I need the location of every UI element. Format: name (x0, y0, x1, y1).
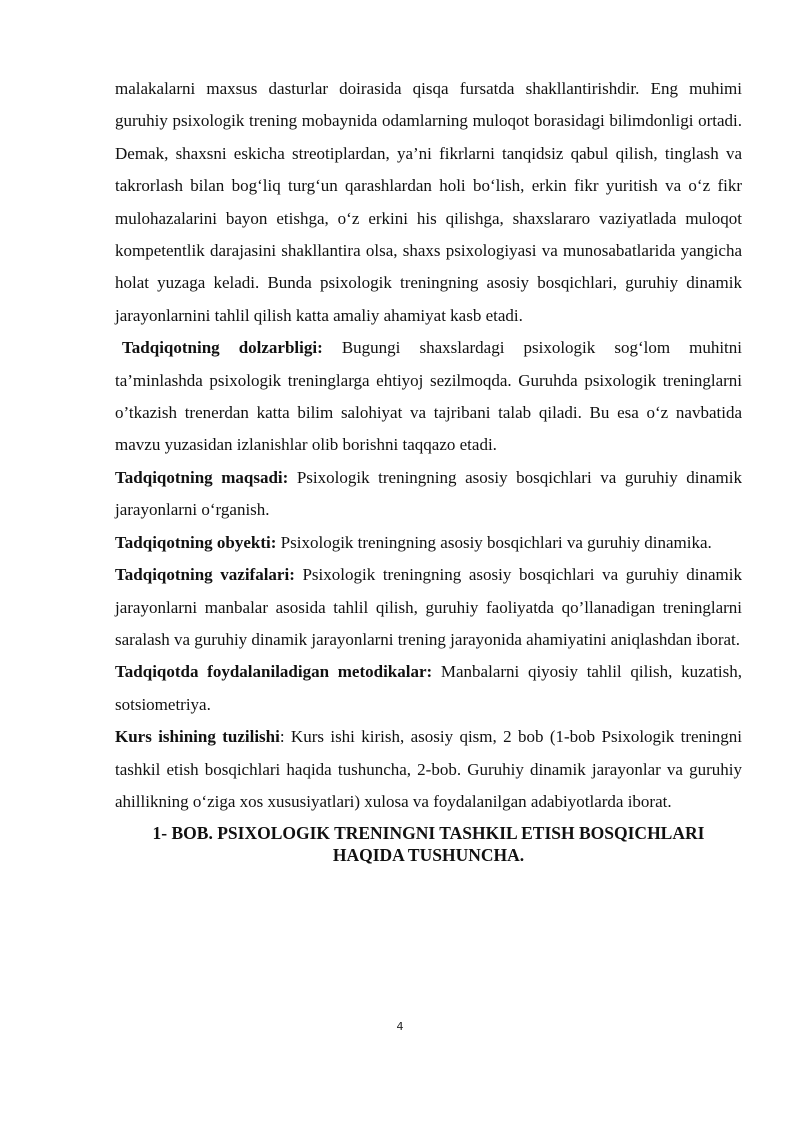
methods-text: Manbalarni qiyosiy tahlil qilish, kuzatish, sotsiometriya. (115, 662, 742, 714)
structure-label: Kurs ishining tuzilishi (115, 727, 280, 747)
goal-label: Tadqiqotning maqsadi: (115, 467, 289, 487)
relevance-text: Bugungi shaxslardagi psixologik sog‘lom muhitni ta’minlashda psixologik treninglarga ehtiyoj sezilmoqda. Guruhda psixologik treninglarni o’tkazish trenerdan katta bilim salohiyat va tajribani talab qiladi. Bu esa o‘z navbatida mavzu yuzasidan izlanishlar olib borishni taqqazo etadi. (115, 338, 742, 455)
goal-text: Psixologik treningning asosiy bosqichlari va guruhiy dinamik jarayonlarni o‘rganish. (115, 467, 742, 520)
structure-paragraph (115, 721, 742, 818)
goal-paragraph (115, 462, 742, 527)
relevance-paragraph (115, 332, 742, 462)
tasks-paragraph (115, 559, 742, 656)
methods-label: Tadqiqotda foydalaniladigan metodikalar: (115, 662, 433, 682)
relevance-label: Tadqiqotning dolzarbligi: (122, 338, 323, 358)
intro-paragraph: malakalarni maxsus dasturlar doirasida qisqa fursatda shakllantirishdir. Eng muhimi guruhiy psixologik trening mobaynida odamlarning muloqot borasidagi bilimdonligi ortadi. Demak, shaxsni eskicha streotiplardan, ya’ni fikrlarni tanqidsiz qabul qilish, tinglash va takrorlash bilan bog‘liq turg‘un qarashlardan holi bo‘lish, erkin fikr yuritish va o‘z fikr mulohazalarini bayon etishga, o‘z erkini his qilishga, shaxslararo vaziyatlada muloqot kompetentlik darajasini shakllantira olsa, shaxs psixologiyasi va munosabatlarida yangicha holat yuzaga keladi. Bunda psixologik treningning asosiy bosqichlari, guruhiy dinamik jarayonlarnini tahlil qilish katta amaliy ahamiyat kasb etadi. (115, 79, 742, 325)
document-page (115, 73, 742, 866)
chapter-heading: 1- BOB. PSIXOLOGIK TRENINGNI TASHKIL ETISH BOSQICHLARI HAQIDA TUSHUNCHA. (152, 823, 705, 866)
page-number: 4 (396, 1020, 404, 1033)
object-label: Tadqiqotning obyekti: (115, 532, 277, 552)
methods-paragraph (115, 656, 742, 721)
tasks-label: Tadqiqotning vazifalari: (115, 565, 295, 585)
object-text: Psixologik treningning asosiy bosqichlari va guruhiy dinamika. (276, 532, 712, 552)
tasks-text: Psixologik treningning asosiy bosqichlari va guruhiy dinamik jarayonlarni manbalar asosida tahlil qilish, guruhiy faoliyatda qo’llanadigan treninglarni saralash va guruhiy dinamik jarayonlarni trening jarayonida ahamiyatini aniqlashdan iborat. (115, 565, 742, 649)
structure-text: : Kurs ishi kirish, asosiy qism, 2 bob (1-bob Psixologik treningni tashkil etish bosqichlari haqida tushuncha, 2-bob. Guruhiy dinamik jarayonlar va guruhiy ahillikning o‘ziga xos xususiyatlari) xulosa va foydalanilgan adabiyotlarda iborat. (115, 727, 742, 811)
object-paragraph (115, 527, 742, 559)
